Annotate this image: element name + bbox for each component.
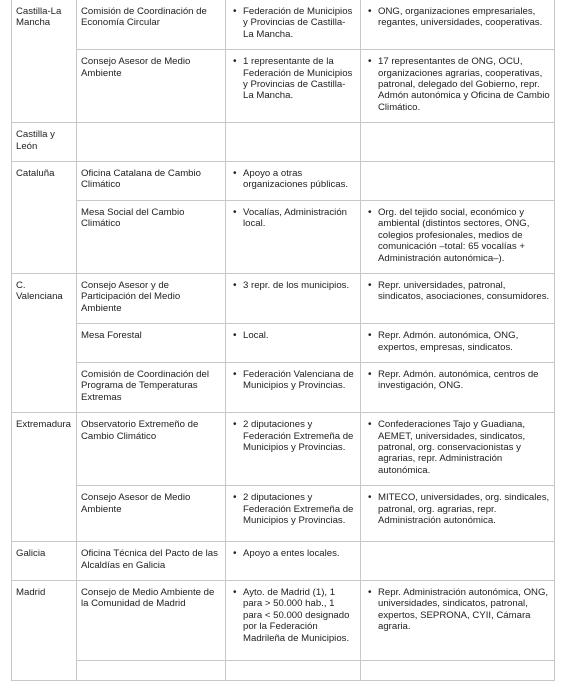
table-row [12,324,555,363]
gov-cell [226,486,361,542]
gov-cell [226,123,361,162]
body-cell [77,542,226,581]
list-item: • Confederaciones Tajo y Guadiana, AEMET, universidades, sindicatos, patronal, org. conservacionistas y agrarias, repr. Administración autonómica. [378,419,550,476]
civil-cell [361,542,555,581]
civil-cell [361,581,555,661]
body-name: Consejo Asesor de Medio Ambiente [81,56,191,79]
table-row [12,273,555,323]
body-cell [77,486,226,542]
gov-cell [226,413,361,486]
civil-cell [361,486,555,542]
table-row [12,123,555,162]
gov-cell [226,0,361,50]
table-row [12,661,555,681]
region-name: Extremadura [16,419,71,431]
table-row [12,50,555,123]
civil-cell [361,324,555,363]
region-cell [12,0,77,50]
list-item: • Federación Valenciana de Municipios y Provincias. [243,369,356,392]
body-cell [77,413,226,486]
region-cell [12,542,77,581]
list-item: • 17 representantes de ONG, OCU, organizaciones agrarias, cooperativas, patronal, delegado del Gobierno, repr. Admón autonómica y Oficina de Cambio Climático. [378,56,550,113]
region-name: Galicia [16,548,46,560]
region-cell [12,661,77,681]
body-name: Consejo de Medio Ambiente de la Comunidad de Madrid [81,587,215,610]
list-item: • Apoyo a otras organizaciones públicas. [243,168,356,191]
civil-cell [361,123,555,162]
civil-cell [361,362,555,412]
table-row [12,200,555,273]
body-name: Mesa Forestal [81,330,142,342]
body-name: Consejo Asesor y de Participación del Medio Ambiente [81,279,181,314]
region-cell [12,581,77,661]
gov-cell [226,324,361,363]
table-row [12,486,555,542]
civil-cell [361,273,555,323]
region-cell [12,123,77,162]
region-name: C. Valenciana [16,279,63,303]
body-cell [77,581,226,661]
body-cell [77,200,226,273]
body-name: Comisión de Coordinación del Programa de Temperaturas Extremas [81,368,209,403]
participation-bodies-table [11,0,555,681]
gov-cell [226,362,361,412]
region-cell [12,486,77,542]
region-cell [12,413,77,486]
list-item: • Repr. universidades, patronal, sindicatos, asociaciones, consumidores. [378,280,550,303]
body-cell [77,50,226,123]
list-item: • ONG, organizaciones empresariales, regantes, universidades, cooperativas. [378,6,550,29]
region-cell [12,50,77,123]
list-item: • Ayto. de Madrid (1), 1 para > 50.000 hab., 1 para < 50.000 designado por la Federación Madrileña de Municipios. [243,587,356,644]
body-cell [77,0,226,50]
body-cell [77,661,226,681]
list-item: • Repr. Administración autonómica, ONG, universidades, sindicatos, patronal, expertos, SEPRONA, CYII, Cámara agraria. [378,587,550,633]
civil-cell [361,413,555,486]
civil-cell [361,0,555,50]
region-name: Castilla-La Mancha [16,6,62,29]
body-name: Oficina Catalana de Cambio Climático [81,168,201,191]
civil-cell [361,162,555,201]
gov-cell [226,581,361,661]
list-item: • Vocalías, Administración local. [243,207,356,230]
region-cell [12,162,77,201]
region-cell [12,324,77,363]
gov-cell [226,542,361,581]
region-cell [12,362,77,412]
table-row [12,542,555,581]
body-cell [77,123,226,162]
body-cell [77,324,226,363]
body-name: Mesa Social del Cambio Climático [81,206,185,230]
gov-cell [226,200,361,273]
region-cell [12,200,77,273]
body-name: Comisión de Coordinación de Economía Circular [81,6,207,29]
body-cell [77,273,226,323]
list-item: • MITECO, universidades, org. sindicales, patronal, org. agrarias, repr. Administración autonómica. [378,492,550,526]
civil-cell [361,50,555,123]
gov-cell [226,273,361,323]
civil-cell [361,661,555,681]
body-name: Observatorio Extremeño de Cambio Climático [81,419,199,442]
table-row [12,581,555,661]
list-item: • 2 diputaciones y Federación Extremeña de Municipios y Provincias. [243,419,356,453]
gov-cell [226,162,361,201]
civil-cell [361,200,555,273]
table-row [12,0,555,50]
region-cell [12,273,77,323]
body-cell [77,162,226,201]
list-item: • Local. [243,330,356,341]
body-name: Consejo Asesor de Medio Ambiente [81,492,191,515]
list-item: • Repr. Admón. autonómica, centros de investigación, ONG. [378,369,550,392]
body-cell [77,362,226,412]
region-name: Castilla y León [16,129,55,152]
region-name: Cataluña [16,168,55,180]
region-name: Madrid [16,587,46,598]
table-row [12,413,555,486]
gov-cell [226,50,361,123]
list-item: • Org. del tejido social, económico y ambiental (distintos sectores, ONG, colegios profesionales, medios de comunicación –total: 65 vocalías + Administración autonómica–). [378,207,550,264]
list-item: • Federación de Municipios y Provincias de Castilla-La Mancha. [243,6,356,40]
body-name: Oficina Técnica del Pacto de las Alcaldías en Galicia [81,548,218,571]
list-item: • Repr. Admón. autonómica, ONG, expertos, empresas, sindicatos. [378,330,550,353]
document-table-container [11,0,554,681]
list-item: • Apoyo a entes locales. [243,548,356,559]
list-item: • 2 diputaciones y Federación Extremeña de Municipios y Provincias. [243,492,356,526]
list-item: • 3 repr. de los municipios. [243,280,356,291]
table-row [12,362,555,412]
list-item: • 1 representante de la Federación de Municipios y Provincias de Castilla-La Mancha. [243,56,356,102]
gov-cell [226,661,361,681]
table-row [12,162,555,201]
